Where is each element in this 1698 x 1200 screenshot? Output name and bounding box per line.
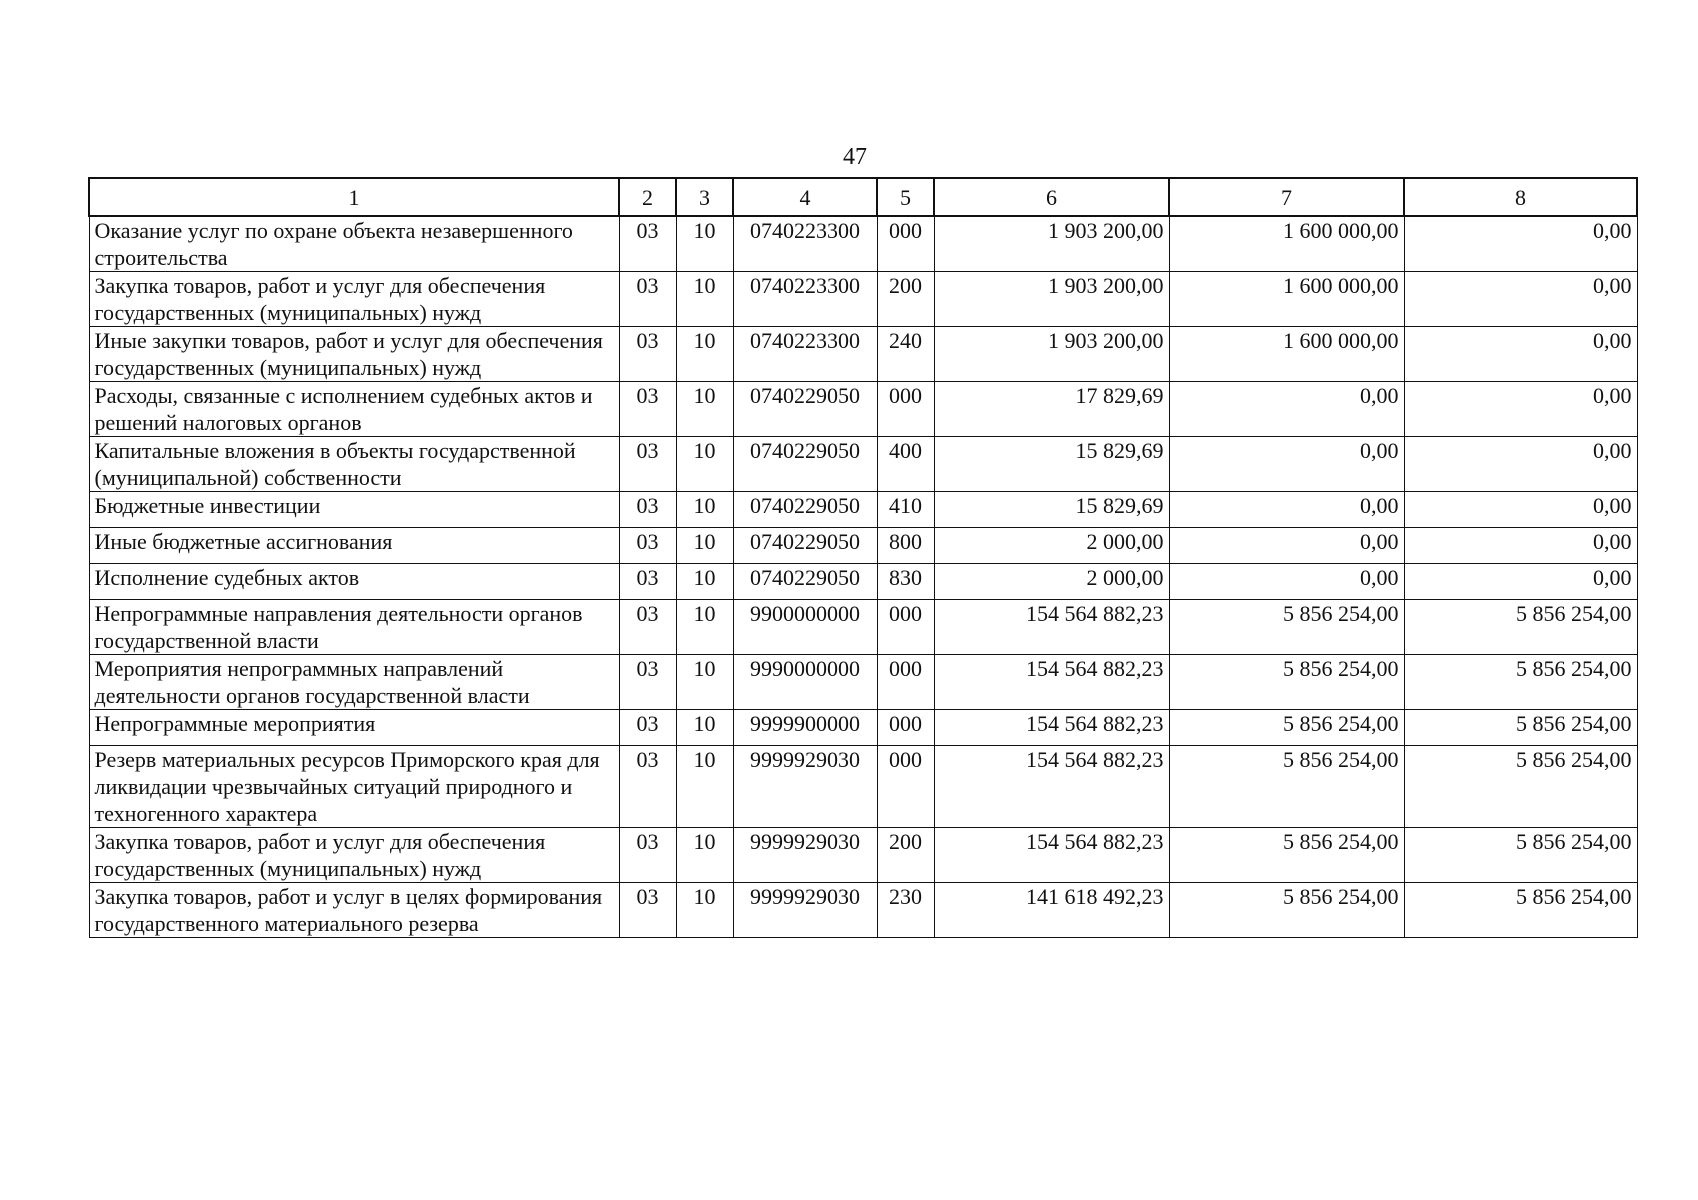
amount-col7-cell: 0,00 [1169,382,1404,437]
column-header: 8 [1404,178,1637,216]
amount-col8-cell: 0,00 [1404,382,1637,437]
amount-col7-cell: 5 856 254,00 [1169,600,1404,655]
row-name-cell: Иные закупки товаров, работ и услуг для обеспечения государственных (муниципальных) нужд [89,327,619,382]
target-article-cell: 9990000000 [733,655,877,710]
row-name-cell: Закупка товаров, работ и услуг для обеспечения государственных (муниципальных) нужд [89,272,619,327]
expense-type-cell: 200 [877,272,934,327]
table-row [89,492,1637,528]
amount-col7-cell: 1 600 000,00 [1169,216,1404,272]
expense-type-cell: 400 [877,437,934,492]
row-name-cell: Расходы, связанные с исполнением судебных актов и решений налоговых органов [89,382,619,437]
amount-col6-cell: 154 564 882,23 [934,746,1169,828]
target-article-cell: 0740223300 [733,216,877,272]
amount-col8-cell: 5 856 254,00 [1404,600,1637,655]
expense-type-cell: 800 [877,528,934,564]
row-name-cell: Резерв материальных ресурсов Приморского края для ликвидации чрезвычайных ситуаций природного и техногенного характера [89,746,619,828]
target-article-cell: 9999929030 [733,746,877,828]
amount-col7-cell: 5 856 254,00 [1169,655,1404,710]
amount-col6-cell: 15 829,69 [934,492,1169,528]
subsection-code-cell: 10 [676,492,733,528]
table-row [89,437,1637,492]
table-row [89,600,1637,655]
target-article-cell: 9999900000 [733,710,877,746]
section-code-cell: 03 [619,746,676,828]
table-row [89,272,1637,327]
table-row [89,528,1637,564]
row-name-cell: Иные бюджетные ассигнования [89,528,619,564]
section-code-cell: 03 [619,216,676,272]
amount-col8-cell: 0,00 [1404,528,1637,564]
target-article-cell: 0740229050 [733,437,877,492]
table-row [89,564,1637,600]
expense-type-cell: 240 [877,327,934,382]
row-name-cell: Закупка товаров, работ и услуг для обеспечения государственных (муниципальных) нужд [89,828,619,883]
row-name-cell: Исполнение судебных актов [89,564,619,600]
amount-col6-cell: 1 903 200,00 [934,216,1169,272]
subsection-code-cell: 10 [676,746,733,828]
amount-col8-cell: 0,00 [1404,216,1637,272]
expense-type-cell: 000 [877,710,934,746]
section-code-cell: 03 [619,437,676,492]
subsection-code-cell: 10 [676,828,733,883]
amount-col7-cell: 0,00 [1169,492,1404,528]
amount-col7-cell: 1 600 000,00 [1169,327,1404,382]
row-name-cell: Закупка товаров, работ и услуг в целях формирования государственного материального резерва [89,883,619,938]
table-row [89,216,1637,272]
row-name-cell: Мероприятия непрограммных направлений деятельности органов государственной власти [89,655,619,710]
column-header: 7 [1169,178,1404,216]
row-name-cell: Оказание услуг по охране объекта незавершенного строительства [89,216,619,272]
expense-type-cell: 000 [877,216,934,272]
expense-type-cell: 000 [877,382,934,437]
target-article-cell: 9999929030 [733,883,877,938]
section-code-cell: 03 [619,710,676,746]
amount-col7-cell: 5 856 254,00 [1169,710,1404,746]
row-name-cell: Капитальные вложения в объекты государственной (муниципальной) собственности [89,437,619,492]
section-code-cell: 03 [619,828,676,883]
subsection-code-cell: 10 [676,272,733,327]
expense-type-cell: 230 [877,883,934,938]
amount-col8-cell: 5 856 254,00 [1404,655,1637,710]
table-row [89,710,1637,746]
target-article-cell: 0740229050 [733,528,877,564]
target-article-cell: 0740229050 [733,492,877,528]
target-article-cell: 0740223300 [733,327,877,382]
amount-col6-cell: 17 829,69 [934,382,1169,437]
table-row [89,382,1637,437]
section-code-cell: 03 [619,327,676,382]
amount-col7-cell: 5 856 254,00 [1169,828,1404,883]
subsection-code-cell: 10 [676,216,733,272]
header-row [89,178,1637,216]
amount-col7-cell: 0,00 [1169,564,1404,600]
amount-col7-cell: 0,00 [1169,528,1404,564]
subsection-code-cell: 10 [676,327,733,382]
amount-col7-cell: 0,00 [1169,437,1404,492]
section-code-cell: 03 [619,600,676,655]
section-code-cell: 03 [619,382,676,437]
target-article-cell: 0740223300 [733,272,877,327]
amount-col6-cell: 141 618 492,23 [934,883,1169,938]
expense-type-cell: 000 [877,655,934,710]
amount-col6-cell: 154 564 882,23 [934,710,1169,746]
column-header: 1 [89,178,619,216]
amount-col8-cell: 0,00 [1404,437,1637,492]
expense-type-cell: 000 [877,600,934,655]
column-header: 5 [877,178,934,216]
expense-type-cell: 830 [877,564,934,600]
table-row [89,746,1637,828]
amount-col6-cell: 1 903 200,00 [934,272,1169,327]
table-row [89,655,1637,710]
column-header: 6 [934,178,1169,216]
column-header: 4 [733,178,877,216]
table-row [89,327,1637,382]
amount-col8-cell: 0,00 [1404,327,1637,382]
row-name-cell: Бюджетные инвестиции [89,492,619,528]
amount-col8-cell: 5 856 254,00 [1404,828,1637,883]
subsection-code-cell: 10 [676,382,733,437]
target-article-cell: 9999929030 [733,828,877,883]
amount-col8-cell: 0,00 [1404,564,1637,600]
subsection-code-cell: 10 [676,655,733,710]
column-header: 3 [676,178,733,216]
expense-type-cell: 200 [877,828,934,883]
table-header [89,178,1637,216]
subsection-code-cell: 10 [676,600,733,655]
target-article-cell: 9900000000 [733,600,877,655]
budget-table [88,177,1638,938]
subsection-code-cell: 10 [676,564,733,600]
amount-col6-cell: 1 903 200,00 [934,327,1169,382]
table-row [89,828,1637,883]
column-header: 2 [619,178,676,216]
amount-col6-cell: 154 564 882,23 [934,828,1169,883]
section-code-cell: 03 [619,492,676,528]
target-article-cell: 0740229050 [733,564,877,600]
amount-col8-cell: 5 856 254,00 [1404,883,1637,938]
amount-col6-cell: 2 000,00 [934,528,1169,564]
section-code-cell: 03 [619,528,676,564]
amount-col6-cell: 154 564 882,23 [934,655,1169,710]
subsection-code-cell: 10 [676,528,733,564]
section-code-cell: 03 [619,564,676,600]
amount-col6-cell: 2 000,00 [934,564,1169,600]
page-number: 47 [843,144,867,170]
amount-col6-cell: 154 564 882,23 [934,600,1169,655]
table-row [89,883,1637,938]
amount-col7-cell: 5 856 254,00 [1169,746,1404,828]
amount-col8-cell: 0,00 [1404,272,1637,327]
subsection-code-cell: 10 [676,710,733,746]
row-name-cell: Непрограммные мероприятия [89,710,619,746]
table-body [89,216,1637,938]
section-code-cell: 03 [619,655,676,710]
amount-col7-cell: 1 600 000,00 [1169,272,1404,327]
section-code-cell: 03 [619,883,676,938]
subsection-code-cell: 10 [676,437,733,492]
row-name-cell: Непрограммные направления деятельности органов государственной власти [89,600,619,655]
amount-col8-cell: 5 856 254,00 [1404,746,1637,828]
amount-col7-cell: 5 856 254,00 [1169,883,1404,938]
subsection-code-cell: 10 [676,883,733,938]
expense-type-cell: 410 [877,492,934,528]
expense-type-cell: 000 [877,746,934,828]
amount-col8-cell: 5 856 254,00 [1404,710,1637,746]
amount-col8-cell: 0,00 [1404,492,1637,528]
target-article-cell: 0740229050 [733,382,877,437]
section-code-cell: 03 [619,272,676,327]
amount-col6-cell: 15 829,69 [934,437,1169,492]
